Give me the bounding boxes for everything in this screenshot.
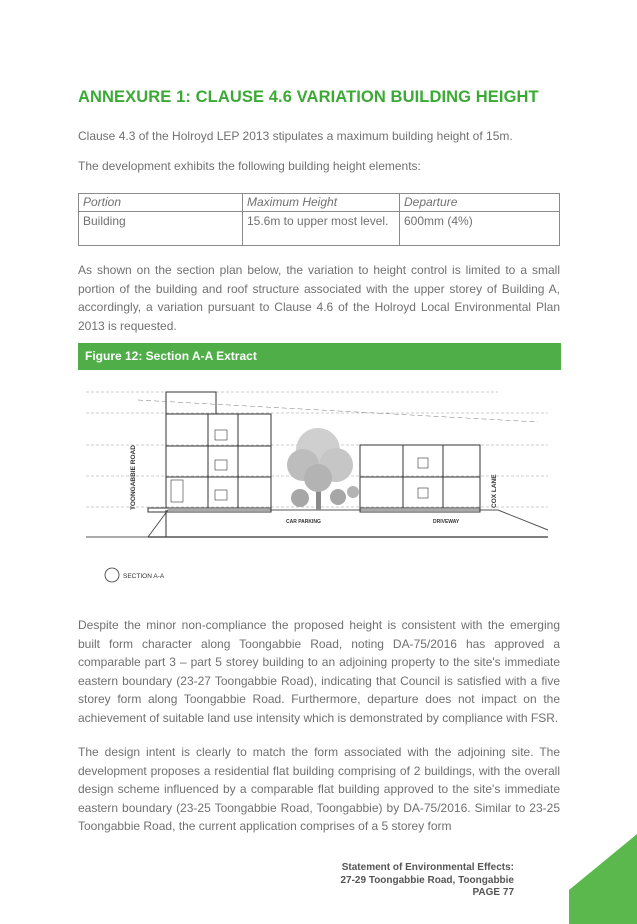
page-number: PAGE 77: [472, 887, 514, 898]
street-label-left: TOONGABBIE ROAD: [130, 445, 137, 510]
corner-decoration: [537, 834, 637, 924]
footer-address: 27-29 Toongabbie Road, Toongabbie: [340, 874, 514, 886]
page-heading: ANNEXURE 1: CLAUSE 4.6 VARIATION BUILDING HEIGHT: [78, 88, 539, 106]
paragraph-non-compliance: Despite the minor non-compliance the proposed height is consistent with the emerging built form character along Toongabbie Road, noting DA-75/2016 has approved a comparable part 3 – part 5 storey building to an adjoining property to the site's immediate eastern boundary (23-27 Toongabbie Road), indicating that Council is satisfied with a five storey form along Toongabbie Road. Furthermore, departure does not impact on the achievement of suitable land use intensity which is demonstrated by compliance with FSR.: [78, 618, 560, 725]
table-header-row: [79, 194, 560, 212]
section-label: SECTION A-A: [123, 573, 165, 580]
height-plane: [138, 400, 538, 422]
building-b: [360, 445, 480, 512]
table-row: [79, 212, 560, 246]
paragraph-design-intent: The design intent is clearly to match the form associated with the adjoining site. The development proposes a residential flat building comprising of 2 buildings, with the overall design scheme influenced by a comparable flat building approved to the site's immediate eastern boundary (23-25 Toongabbie Road, Toongabbie) by DA-75/2016. Similar to 23-25 Toongabbie Road, the current application comprises of a 5 storey form: [78, 745, 560, 833]
carpark-label: CAR PARKING: [286, 519, 321, 525]
building-a: [148, 392, 271, 512]
table-cell-max-height: 15.6m to upper most level.: [243, 212, 400, 246]
figure-title: Figure 12: Section A-A Extract: [78, 343, 561, 370]
paragraph-variation: As shown on the section plan below, the variation to height control is limited to a small portion of the building and roof structure associated with the upper storey of Building A, accordingly, a variation pursuant to Clause 4.6 of the Holroyd Local Environmental Plan 2013 is requested.: [78, 263, 560, 333]
paragraph-height-clause: Clause 4.3 of the Holroyd LEP 2013 stipulates a maximum building height of 15m.: [78, 129, 513, 143]
height-table: [78, 193, 560, 246]
paragraph-height-elements: The development exhibits the following building height elements:: [78, 159, 421, 173]
tree: [287, 428, 359, 510]
table-header-max-height: Maximum Height: [243, 194, 400, 212]
table-header-departure: Departure: [400, 194, 560, 212]
driveway-label: DRIVEWAY: [433, 519, 460, 525]
footer: [234, 862, 514, 900]
section-drawing-svg: [78, 370, 561, 604]
street-label-right: COX LANE: [491, 474, 498, 508]
table-cell-departure: 600mm (4%): [400, 212, 560, 246]
section-drawing: [78, 370, 561, 604]
table-cell-portion: Building: [79, 212, 243, 246]
table-header-portion: Portion: [79, 194, 243, 212]
footer-title: Statement of Environmental Effects:: [341, 862, 514, 873]
